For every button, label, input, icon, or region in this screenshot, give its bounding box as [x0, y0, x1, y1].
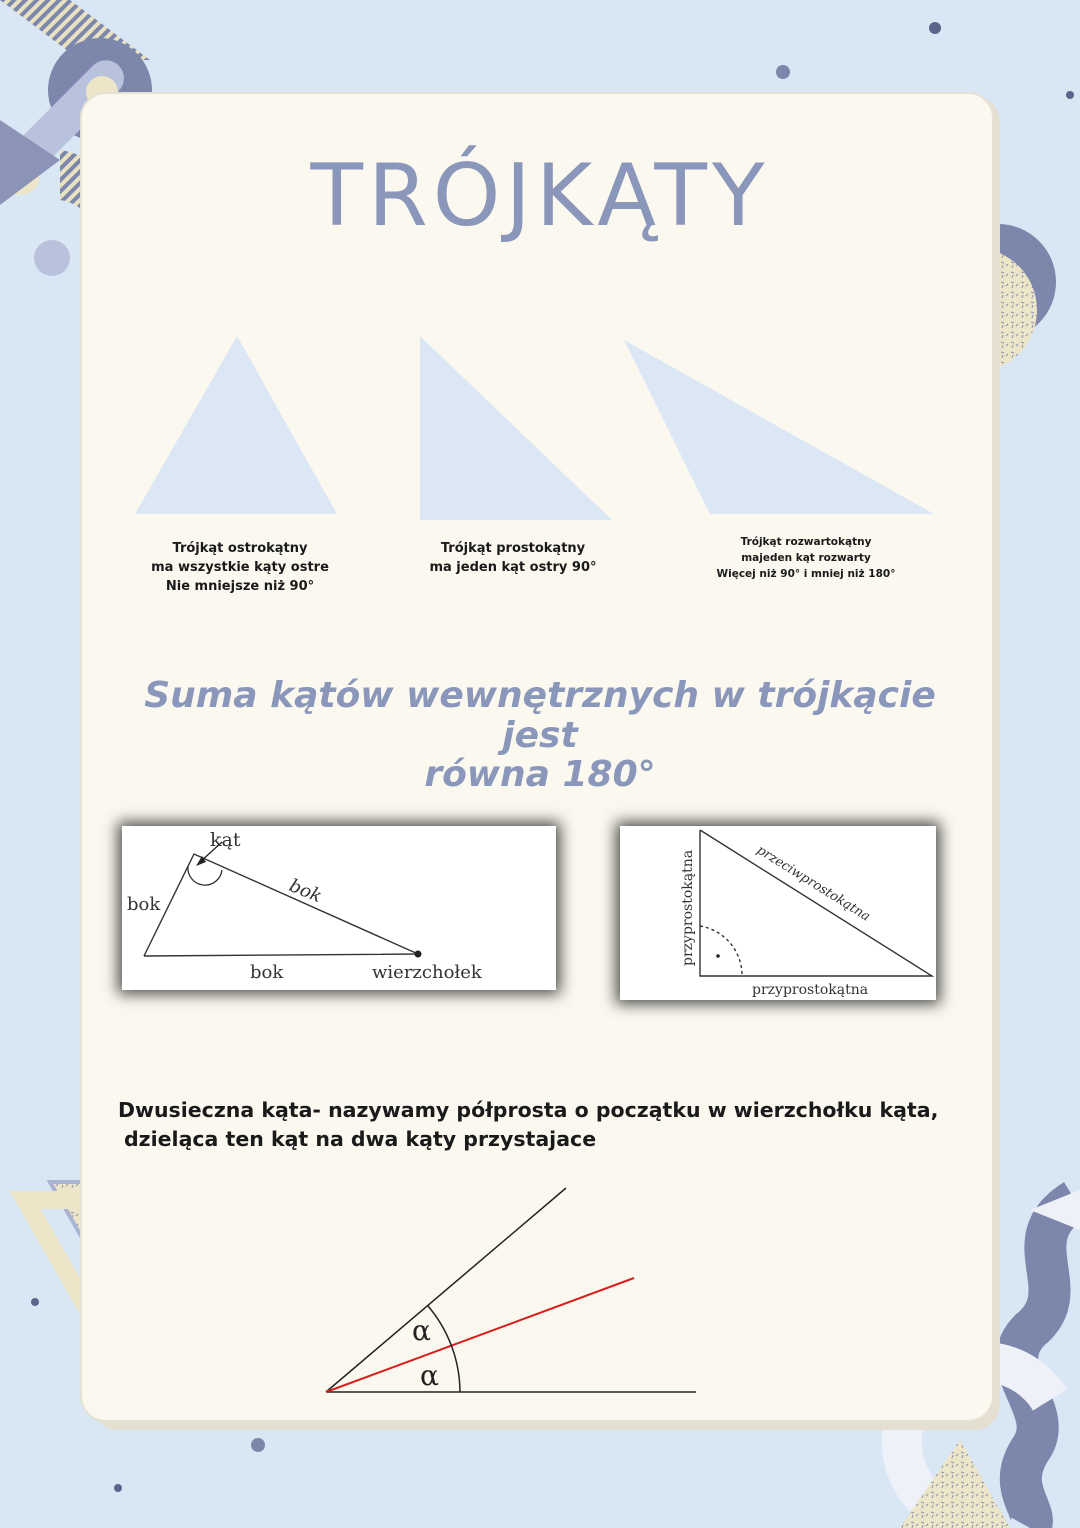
- caption-line: majeden kąt rozwarty: [741, 551, 871, 564]
- alpha-bottom-label: α: [420, 1359, 439, 1392]
- side-diagonal-label: bok: [286, 875, 325, 908]
- definition-line-1: Dwusieczna kąta- nazywamy półprosta o początku w wierzchołku kąta,: [118, 1098, 939, 1122]
- caption-line: Trójkąt rozwartokątny: [740, 536, 872, 548]
- angle-sum-line-1: Suma kątów wewnętrznych w trójkącie jest: [144, 675, 936, 756]
- caption-line: Trójkąt ostrokątny: [172, 541, 308, 556]
- angle-sum-line-2: równa 180°: [424, 754, 656, 796]
- vertical-leg-label: przyprostokątna: [680, 849, 696, 966]
- dot: [929, 22, 941, 34]
- vertex-label: wierzchołek: [372, 962, 482, 983]
- caption-line: ma jeden kąt ostry 90°: [429, 559, 597, 575]
- definition-line-2: dzieląca ten kąt na dwa kąty przystajace: [124, 1126, 597, 1151]
- triangle-parts-figure: [122, 826, 556, 990]
- dot: [114, 1484, 122, 1492]
- page-title: TRÓJKĄTY: [310, 146, 770, 246]
- dot: [1066, 91, 1074, 99]
- caption-line: Więcej niż 90° i mniej niż 180°: [716, 567, 896, 580]
- caption-line: ma wszystkie kąty ostre: [151, 559, 329, 575]
- dot: [251, 1438, 265, 1452]
- angle-bisector-definition: [118, 1096, 978, 1153]
- right-triangle-caption: [393, 540, 633, 578]
- dot: [776, 65, 790, 79]
- side-bottom-label: bok: [250, 962, 284, 983]
- obtuse-triangle-caption: [690, 535, 922, 582]
- right-triangle-drawing: [620, 826, 936, 1000]
- angle-sum-heading: [120, 676, 960, 795]
- side-left-label: bok: [127, 894, 161, 915]
- angle-label: kąt: [210, 829, 241, 851]
- bisector-ray: [326, 1278, 634, 1392]
- upper-ray: [326, 1188, 566, 1392]
- bottom-leg-label: przyprostokątna: [752, 982, 869, 998]
- caption-line: Nie mniejsze niż 90°: [165, 578, 315, 594]
- caption-line: Trójkąt prostokątny: [440, 541, 586, 556]
- dot: [31, 1298, 39, 1306]
- hypotenuse-label: przeciwprostokątna: [753, 842, 873, 925]
- right-triangle-figure: [620, 826, 936, 1000]
- triangle-parts-drawing: [122, 826, 556, 990]
- acute-triangle-caption: [120, 540, 360, 597]
- alpha-top-label: α: [412, 1314, 431, 1347]
- angle-bisector-diagram: [300, 1180, 720, 1410]
